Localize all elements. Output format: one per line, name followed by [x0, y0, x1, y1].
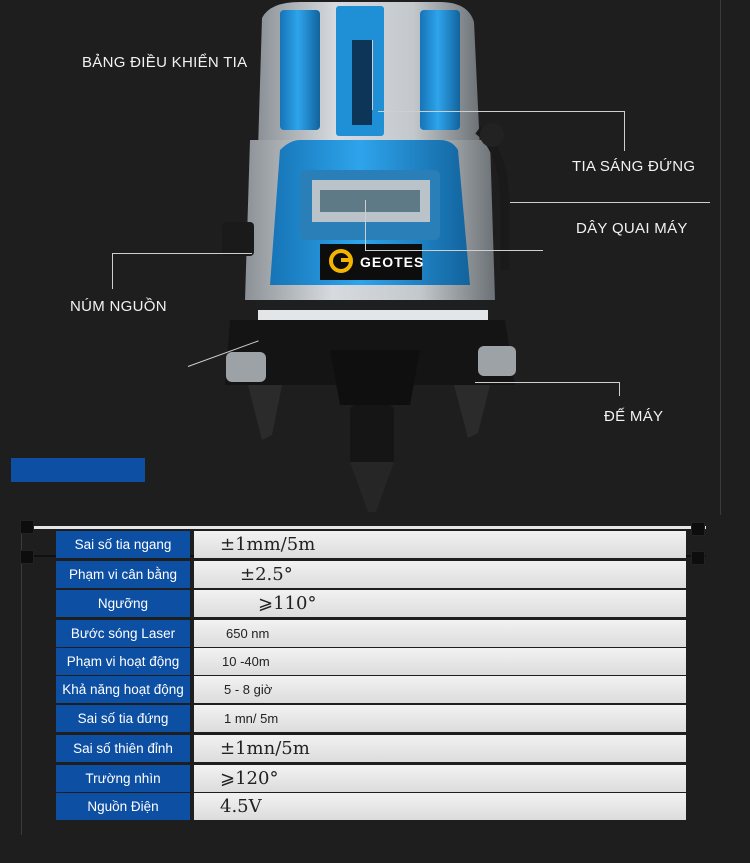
- spec-label: Sai số thiên đỉnh: [56, 735, 190, 762]
- spec-label: Trường nhìn: [56, 765, 190, 792]
- spec-value: 650 nm: [194, 620, 686, 647]
- divider-bar-top: [22, 526, 706, 529]
- bar-end-right: [691, 522, 705, 536]
- spec-label: Sai số tia đứng: [56, 705, 190, 732]
- spec-row: [56, 676, 686, 703]
- spec-row: [56, 793, 686, 820]
- spec-value: ±1mn/5m: [194, 735, 686, 762]
- callout-base: ĐẾ MÁY: [604, 408, 664, 425]
- spec-value: 10 -40m: [194, 648, 686, 675]
- brand-logo-text: GEOTES: [360, 254, 425, 270]
- spec-label: Sai số tia ngang: [56, 531, 190, 558]
- spec-value: ±2.5°: [194, 561, 686, 588]
- page-border-left: [21, 525, 22, 835]
- spec-value: ±1mm/5m: [194, 531, 686, 558]
- callout-strap: DÂY QUAI MÁY: [576, 220, 688, 237]
- section-header-tab: [11, 458, 145, 482]
- spec-label: Khả năng hoạt động: [56, 676, 190, 703]
- spec-row: [56, 705, 686, 732]
- callout-power-knob: NÚM NGUỒN: [70, 298, 167, 315]
- spec-label: Nguồn Điện: [56, 793, 190, 820]
- callout-line: [378, 111, 624, 112]
- spec-row: [56, 561, 686, 588]
- callout-control-panel: BẢNG ĐIỀU KHIỂN TIA: [82, 54, 248, 71]
- spec-row: [56, 590, 686, 617]
- bar-end-left: [20, 550, 34, 564]
- spec-row: [56, 620, 686, 647]
- spec-row: [56, 648, 686, 675]
- callout-vertical-beam: TIA SÁNG ĐỨNG: [572, 158, 696, 175]
- spec-label: Phạm vi cân bằng: [56, 561, 190, 588]
- bar-end-right: [691, 551, 705, 565]
- callout-line: [365, 200, 366, 250]
- callout-line: [475, 382, 620, 383]
- callout-line: [372, 40, 373, 110]
- spec-label: Phạm vi hoạt động: [56, 648, 190, 675]
- page-border-right: [720, 0, 721, 515]
- callout-line: [510, 202, 710, 203]
- callout-line: [619, 382, 620, 396]
- spec-value: 5 - 8 giờ: [194, 676, 686, 703]
- spec-value: 1 mn/ 5m: [194, 705, 686, 732]
- spec-label: Bước sóng Laser: [56, 620, 190, 647]
- laser-level-product-image: [180, 0, 540, 515]
- spec-row: [56, 531, 686, 558]
- bar-end-left: [20, 520, 34, 534]
- callout-line: [624, 111, 625, 151]
- callout-line: [112, 253, 113, 289]
- callout-line: [112, 253, 252, 254]
- callout-line: [365, 250, 543, 251]
- spec-value: 4.5V: [194, 793, 686, 820]
- spec-value: ⩾120°: [194, 765, 686, 792]
- spec-value: ⩾110°: [194, 590, 686, 617]
- spec-row: [56, 735, 686, 762]
- spec-label: Ngưỡng: [56, 590, 190, 617]
- spec-row: [56, 765, 686, 792]
